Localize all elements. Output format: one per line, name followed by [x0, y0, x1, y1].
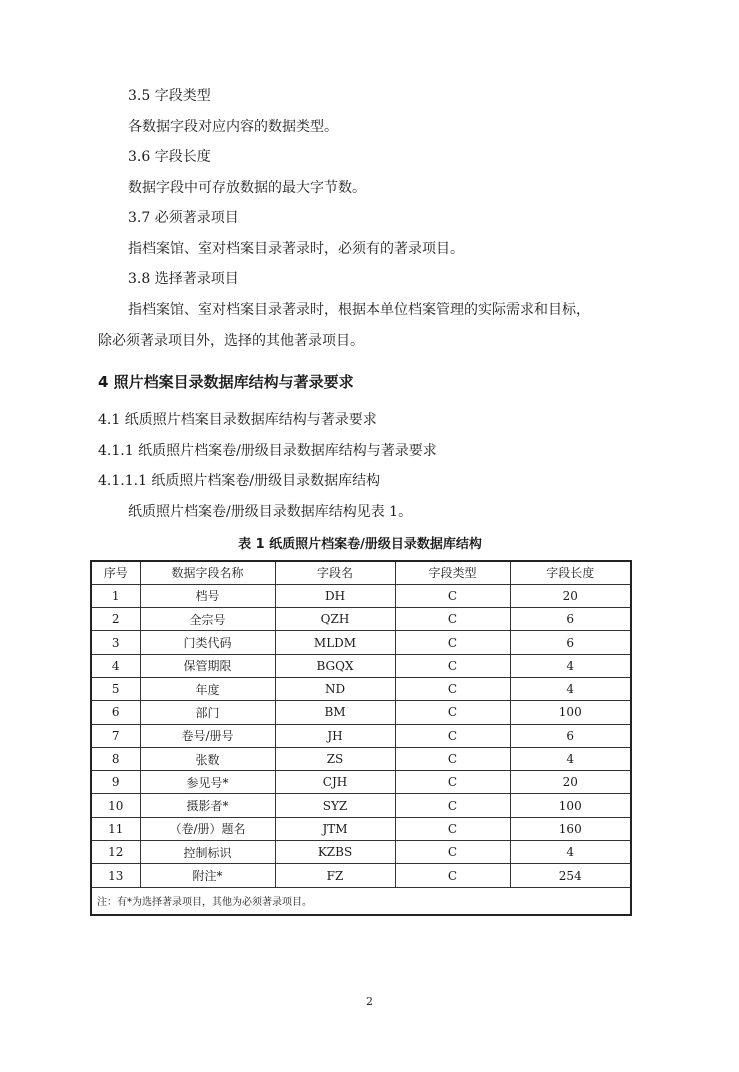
- cell-field-type: C: [395, 817, 510, 840]
- cell-field-name: MLDM: [275, 631, 395, 654]
- cell-field-type: C: [395, 584, 510, 607]
- cell-field-length: 160: [510, 817, 631, 840]
- cell-field-name: BM: [275, 701, 395, 724]
- cell-field-name: FZ: [275, 864, 395, 887]
- cell-field-title: 摄影者*: [140, 794, 275, 817]
- cell-field-length: 4: [510, 747, 631, 770]
- section-3-6-heading: 3.6 字段长度: [128, 149, 211, 165]
- cell-field-title: 张数: [140, 747, 275, 770]
- table-row: [91, 841, 631, 864]
- cell-field-length: 4: [510, 654, 631, 677]
- cell-field-title: 门类代码: [140, 631, 275, 654]
- section-3-7-text: 指档案馆、室对档案目录著录时，必须有的著录项目。: [128, 241, 464, 257]
- cell-field-name: JH: [275, 724, 395, 747]
- cell-field-type: C: [395, 677, 510, 700]
- table-row: [91, 608, 631, 631]
- section-4-1-1-1-text: 纸质照片档案卷/册级目录数据库结构见表 1。: [128, 504, 413, 520]
- header-field-name: 字段名: [275, 561, 395, 584]
- cell-field-length: 254: [510, 864, 631, 887]
- cell-serial-no: 3: [91, 631, 140, 654]
- section-3-8-text-line1: 指档案馆、室对档案目录著录时，根据本单位档案管理的实际需求和目标，: [128, 302, 590, 318]
- table-row: [91, 701, 631, 724]
- table-row: [91, 631, 631, 654]
- cell-field-type: C: [395, 841, 510, 864]
- cell-field-title: 参见号*: [140, 771, 275, 794]
- cell-serial-no: 4: [91, 654, 140, 677]
- table-caption: 表 1 纸质照片档案卷/册级目录数据库结构: [238, 537, 482, 552]
- cell-field-name: ND: [275, 677, 395, 700]
- section-4-1-heading: 4.1 纸质照片档案目录数据库结构与著录要求: [98, 412, 377, 428]
- chapter-4-heading: 4 照片档案目录数据库结构与著录要求: [98, 373, 354, 391]
- page-number: 2: [366, 995, 373, 1008]
- table-row: [91, 864, 631, 887]
- cell-field-type: C: [395, 654, 510, 677]
- cell-field-name: ZS: [275, 747, 395, 770]
- cell-field-title: 附注*: [140, 864, 275, 887]
- cell-serial-no: 10: [91, 794, 140, 817]
- cell-field-length: 4: [510, 677, 631, 700]
- cell-field-name: JTM: [275, 817, 395, 840]
- cell-field-title: 保管期限: [140, 654, 275, 677]
- table-row: [91, 771, 631, 794]
- section-3-5-text: 各数据字段对应内容的数据类型。: [128, 119, 338, 135]
- cell-field-length: 6: [510, 724, 631, 747]
- cell-field-title: 部门: [140, 701, 275, 724]
- header-field-title: 数据字段名称: [140, 561, 275, 584]
- table-header-row: [91, 561, 631, 584]
- section-3-5-heading: 3.5 字段类型: [128, 88, 211, 104]
- section-3-8-text-line2: 除必须著录项目外，选择的其他著录项目。: [98, 333, 364, 349]
- table-note-row: [91, 887, 631, 915]
- header-serial-no: 序号: [91, 561, 140, 584]
- cell-field-type: C: [395, 864, 510, 887]
- cell-field-length: 6: [510, 631, 631, 654]
- header-field-type: 字段类型: [395, 561, 510, 584]
- cell-field-length: 6: [510, 608, 631, 631]
- cell-serial-no: 8: [91, 747, 140, 770]
- cell-field-title: 全宗号: [140, 608, 275, 631]
- cell-serial-no: 5: [91, 677, 140, 700]
- cell-serial-no: 11: [91, 817, 140, 840]
- section-3-8-heading: 3.8 选择著录项目: [128, 271, 239, 287]
- cell-field-type: C: [395, 794, 510, 817]
- cell-serial-no: 9: [91, 771, 140, 794]
- cell-serial-no: 1: [91, 584, 140, 607]
- table-row: [91, 584, 631, 607]
- cell-serial-no: 2: [91, 608, 140, 631]
- cell-field-length: 100: [510, 701, 631, 724]
- table-row: [91, 817, 631, 840]
- cell-field-name: CJH: [275, 771, 395, 794]
- cell-field-type: C: [395, 747, 510, 770]
- cell-field-length: 100: [510, 794, 631, 817]
- cell-field-title: 年度: [140, 677, 275, 700]
- cell-field-type: C: [395, 771, 510, 794]
- cell-field-name: KZBS: [275, 841, 395, 864]
- cell-serial-no: 6: [91, 701, 140, 724]
- cell-field-length: 20: [510, 584, 631, 607]
- section-3-6-text: 数据字段中可存放数据的最大字节数。: [128, 180, 366, 196]
- section-3-7-heading: 3.7 必须著录项目: [128, 210, 239, 226]
- table-row: [91, 677, 631, 700]
- cell-serial-no: 7: [91, 724, 140, 747]
- section-4-1-1-1-heading: 4.1.1.1 纸质照片档案卷/册级目录数据库结构: [98, 473, 381, 489]
- cell-serial-no: 12: [91, 841, 140, 864]
- section-4-1-1-heading: 4.1.1 纸质照片档案卷/册级目录数据库结构与著录要求: [98, 443, 437, 459]
- header-field-length: 字段长度: [510, 561, 631, 584]
- cell-field-type: C: [395, 701, 510, 724]
- cell-field-name: BGQX: [275, 654, 395, 677]
- table-note: 注：有*为选择著录项目，其他为必须著录项目。: [91, 887, 631, 915]
- cell-field-length: 4: [510, 841, 631, 864]
- cell-field-name: QZH: [275, 608, 395, 631]
- cell-field-title: 卷号/册号: [140, 724, 275, 747]
- cell-field-type: C: [395, 724, 510, 747]
- table-row: [91, 654, 631, 677]
- cell-field-type: C: [395, 608, 510, 631]
- cell-field-title: 控制标识: [140, 841, 275, 864]
- table-row: [91, 747, 631, 770]
- table-row: [91, 794, 631, 817]
- field-structure-table: [90, 560, 632, 916]
- cell-field-name: DH: [275, 584, 395, 607]
- cell-field-title: （卷/册）题名: [140, 817, 275, 840]
- table-row: [91, 724, 631, 747]
- cell-serial-no: 13: [91, 864, 140, 887]
- cell-field-type: C: [395, 631, 510, 654]
- cell-field-length: 20: [510, 771, 631, 794]
- cell-field-title: 档号: [140, 584, 275, 607]
- cell-field-name: SYZ: [275, 794, 395, 817]
